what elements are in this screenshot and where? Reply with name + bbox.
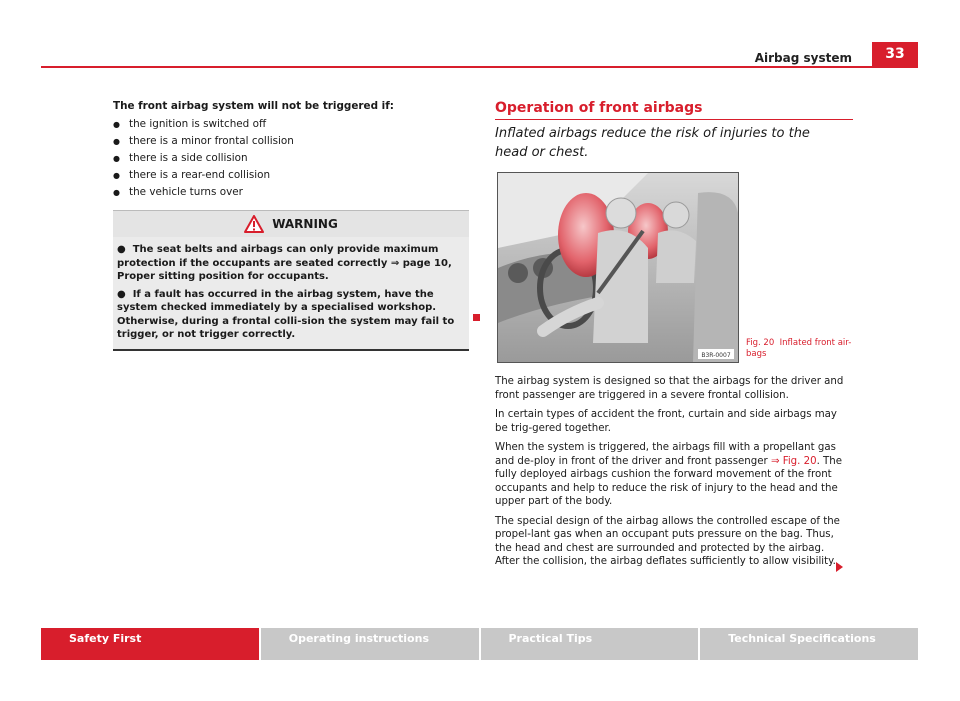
paragraph: The special design of the airbag allows the controlled escape of the propel-lant gas when an occupant puts pressure on the bag. Thus, the head and chest are surrounded and protected by the airbag. After the collision, the airbag deflates sufficiently to allow visibility.	[495, 515, 840, 567]
header-title: Airbag system	[754, 51, 852, 65]
paragraph-text: When the system is triggered, the airbags fill with a propellant gas and de-ploy in front of the driver and front passenger	[495, 442, 836, 467]
left-column	[113, 98, 469, 201]
paragraph: The airbag system is designed so that the airbags for the driver and front passenger are triggered in a severe frontal collision.	[495, 376, 844, 401]
footer-tab-operating-instructions[interactable]: Operating instructions	[261, 628, 479, 660]
warning-box	[113, 210, 469, 351]
footer-tab-practical-tips[interactable]: Practical Tips	[481, 628, 699, 660]
footer-tab-safety-first[interactable]: Safety First	[41, 628, 259, 660]
warning-item: ● If a fault has occurred in the airbag system, have the system checked immediately by a specialised workshop. Otherwise, during a frontal colli-sion the system may fail to trigger, or not trigger correctly.	[117, 288, 455, 340]
airbag-figure	[497, 172, 739, 363]
page-link[interactable]: ⇒ page 10, Proper sitting position for occupants.	[117, 257, 452, 282]
section-title: Operation of front airbags	[495, 100, 703, 116]
footer-tab-technical-specifications[interactable]: Technical Specifications	[700, 628, 918, 660]
list-item: ● the vehicle turns over	[113, 184, 469, 201]
header-rule	[41, 66, 918, 68]
section-subtitle: Inflated airbags reduce the risk of injuries to the head or chest.	[495, 126, 810, 160]
section-end-marker	[473, 314, 480, 321]
figure-code: B3R-0007	[701, 352, 731, 359]
continue-arrow-icon	[836, 562, 843, 572]
intro-text: The front airbag system will not be triggered if:	[113, 100, 394, 112]
warning-title: WARNING	[272, 217, 338, 231]
airbag-illustration	[498, 173, 738, 362]
warning-item: ● The seat belts and airbags can only provide maximum protection if the occupants are seated correctly ⇒ page 10, Proper sitting position for occupants.	[117, 244, 452, 282]
body-text	[495, 375, 851, 575]
warning-text: The seat belts and airbags can only provide maximum protection if the occupants are seated correctly	[117, 244, 439, 269]
paragraph: In certain types of accident the front, curtain and side airbags may be trig-gered together.	[495, 409, 837, 434]
warning-text: If a fault has occurred in the airbag system, have the system checked immediately by a specialised workshop. Otherwise, during a frontal colli-sion the system may fail to trigger, or not trigger correctly.	[117, 288, 455, 340]
condition-list	[113, 116, 469, 201]
page-number: 33	[872, 42, 918, 66]
list-item: ● there is a side collision	[113, 150, 469, 167]
paragraph-text: . The fully deployed airbags cushion the forward movement of the front occupants and help to reduce the risk of injury to the head and the upper part of the body.	[495, 455, 843, 507]
warning-triangle-icon	[244, 215, 264, 233]
figure-link[interactable]: ⇒ Fig. 20	[770, 455, 817, 467]
warning-header	[113, 211, 469, 237]
footer-nav	[41, 628, 918, 660]
list-item: ● the ignition is switched off	[113, 116, 469, 133]
list-item: ● there is a minor frontal collision	[113, 133, 469, 150]
figure-caption-text: Inflated front air-bags	[746, 338, 852, 359]
warning-body	[113, 237, 469, 349]
section-rule	[495, 119, 853, 120]
figure-label: Fig. 20	[746, 338, 775, 348]
figure-caption	[746, 338, 856, 359]
paragraph	[495, 441, 851, 509]
list-item: ● there is a rear-end collision	[113, 167, 469, 184]
